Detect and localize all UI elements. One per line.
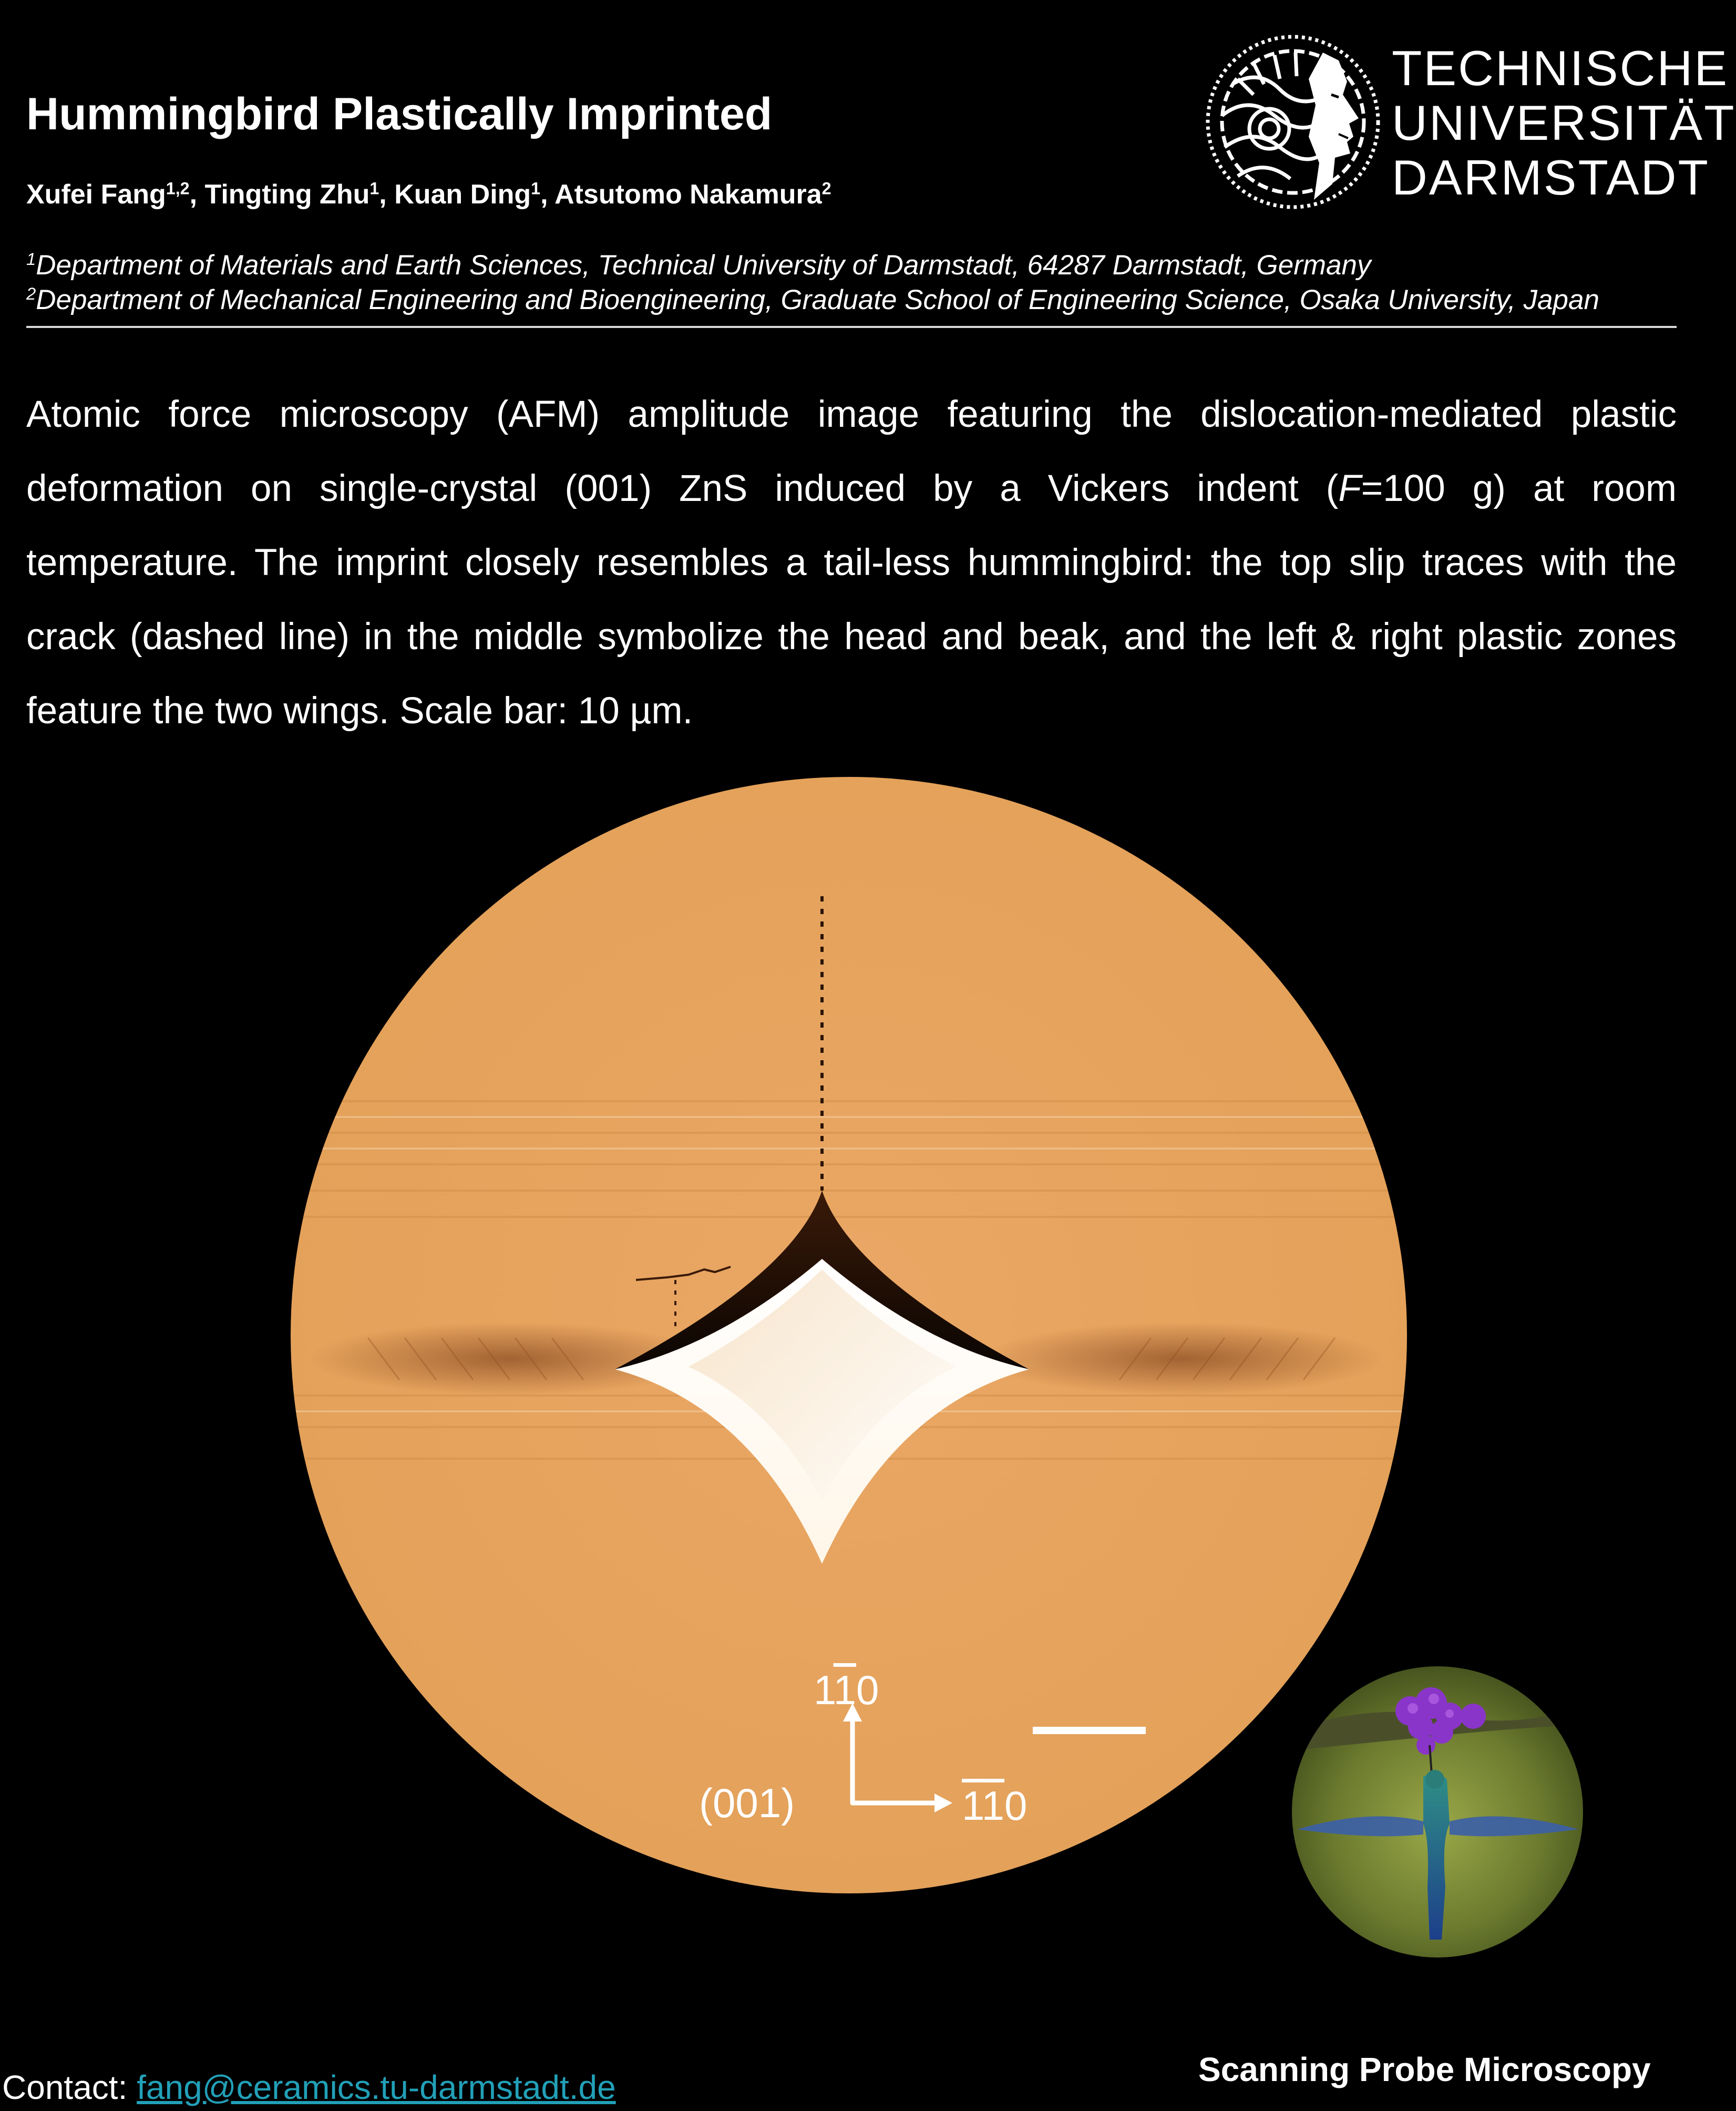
author-affiliation-mark: 1,2 [166, 179, 190, 198]
hummingbird-photo-inset [1292, 1666, 1584, 1958]
afm-amplitude-image [289, 775, 1409, 1895]
university-logo-text [1392, 41, 1736, 205]
miller-index-bar: 1 [962, 1782, 982, 1829]
logo-line: TECHNISCHE [1392, 40, 1729, 96]
plane-label: (001) [699, 1780, 795, 1826]
miller-index-bar: 1 [981, 1782, 1004, 1829]
author-separator: , [540, 179, 555, 210]
affiliation-1 [26, 249, 1371, 281]
figure-description [26, 377, 1677, 748]
direction-label-up [814, 1666, 879, 1714]
miller-index: 0 [856, 1667, 879, 1713]
author-affiliation-mark: 1 [531, 179, 541, 198]
contact-line [2, 2068, 616, 2107]
direction-label-right [962, 1782, 1027, 1830]
author-separator: , [379, 179, 395, 210]
force-symbol: F [1338, 468, 1361, 509]
author-separator: , [189, 179, 205, 210]
miller-index: 0 [1004, 1782, 1028, 1829]
contact-label: Contact: [2, 2068, 137, 2106]
technique-label: Scanning Probe Microscopy [1198, 2051, 1651, 2088]
logo-line: UNIVERSITÄT [1392, 95, 1736, 150]
miller-index: 1 [814, 1667, 834, 1713]
author-name: Xufei Fang [26, 179, 166, 210]
miller-index-bar: 1 [833, 1667, 856, 1713]
author-name: Tingting Zhu [204, 179, 370, 210]
description-text: =100 g) at room temperature. The imprint closely resembles a tail-less hummingbird: the top slip traces with the crack (dashed line) in the middle symbolize the head and beak, and the left & right plastic zones feature the two wings. Scale bar: 10 µm. [26, 468, 1677, 732]
description-text: Atomic force microscopy (AFM) amplitude image featuring the dislocation-mediated plastic deformation on single-crystal (001) ZnS induced by a Vickers indent ( [26, 394, 1677, 509]
scale-bar [1033, 1727, 1146, 1734]
affiliation-2 [26, 284, 1599, 316]
header-divider [26, 326, 1677, 328]
author-affiliation-mark: 1 [369, 179, 379, 198]
contact-email-link[interactable]: fang@ceramics.tu-darmstadt.de [137, 2068, 616, 2106]
author-affiliation-mark: 2 [821, 179, 831, 198]
author-name: Atsutomo Nakamura [554, 179, 822, 210]
affiliation-text: Department of Mechanical Engineering and Bioengineering, Graduate School of Engineering Science, Osaka University, Japan [36, 284, 1599, 315]
athena-head-seal-icon [1201, 32, 1395, 213]
logo-line: DARMSTADT [1392, 150, 1710, 205]
affiliation-text: Department of Materials and Earth Sciences, Technical University of Darmstadt, 64287 Darmstadt, Germany [36, 250, 1371, 281]
affiliation-mark: 2 [26, 283, 36, 303]
poster-title: Hummingbird Plastically Imprinted [26, 89, 773, 139]
affiliation-mark: 1 [26, 249, 36, 269]
author-list [26, 179, 831, 210]
author-name: Kuan Ding [394, 179, 531, 210]
